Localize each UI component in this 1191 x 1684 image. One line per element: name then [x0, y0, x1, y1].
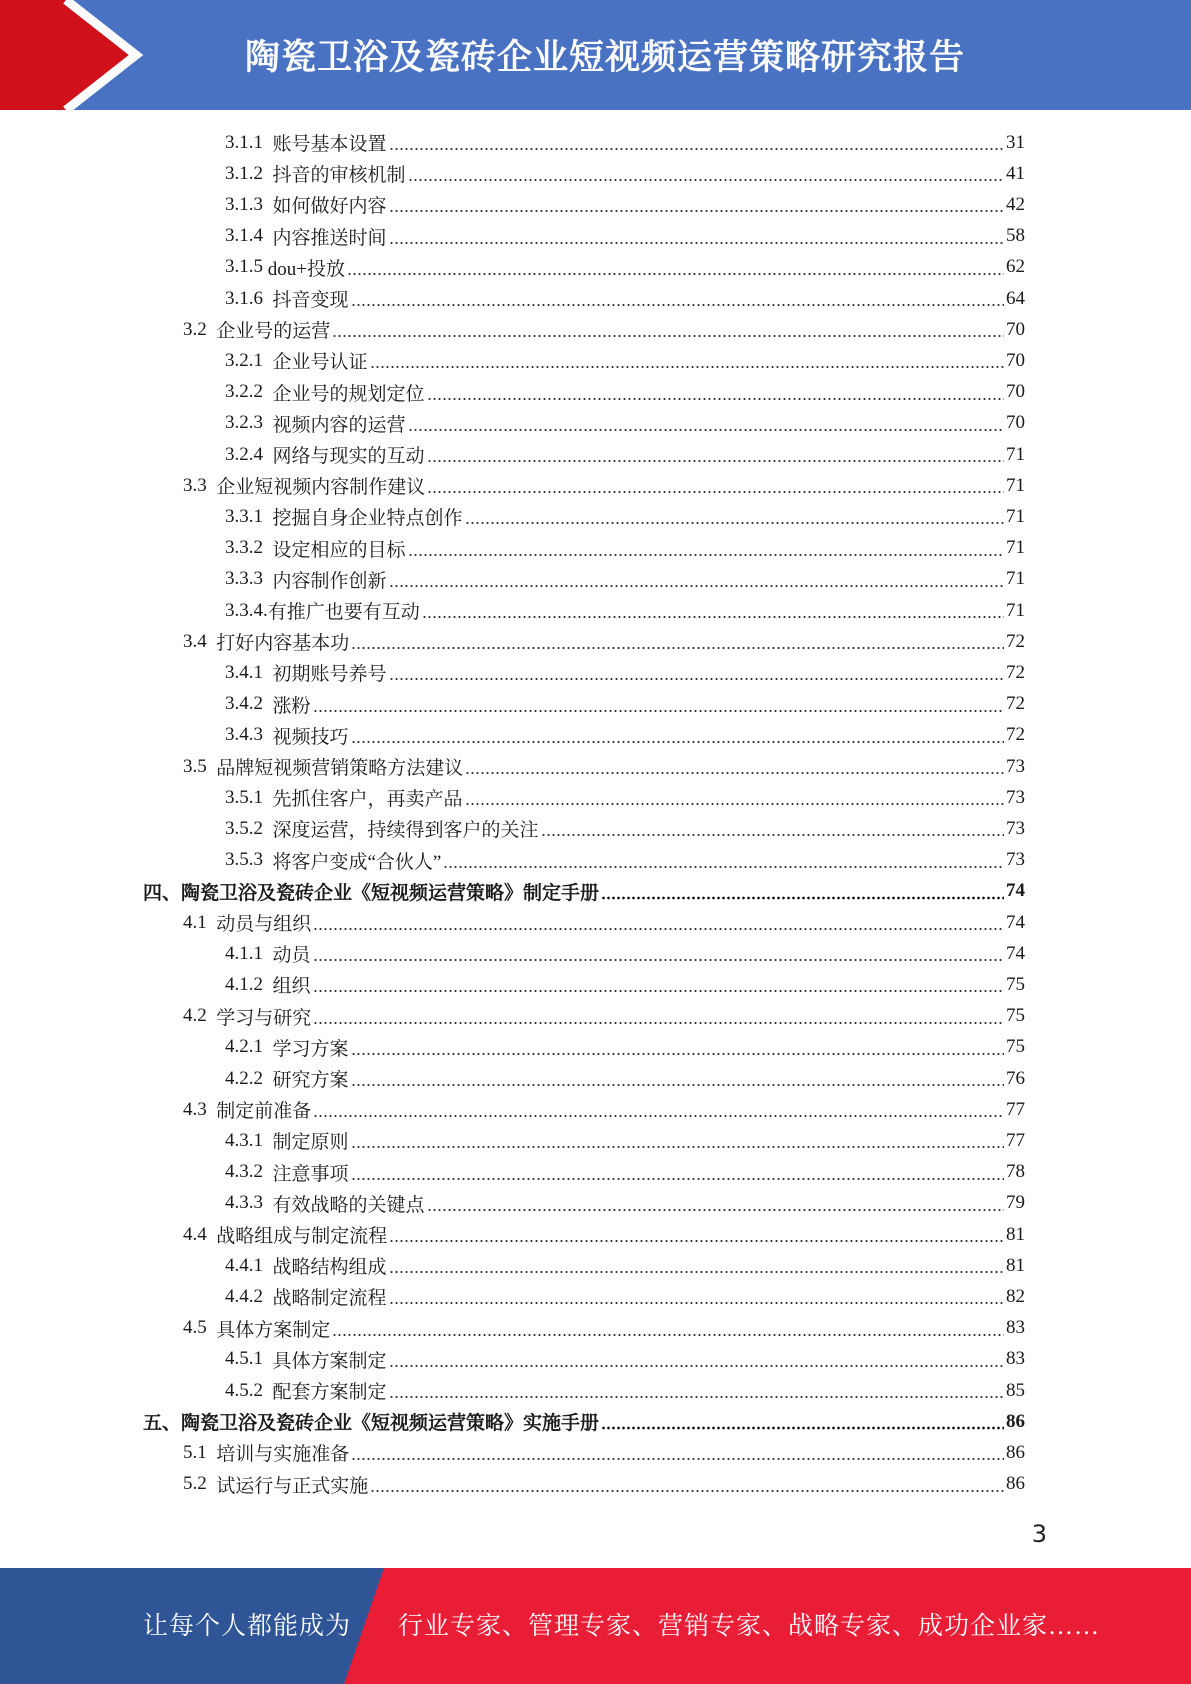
toc-section-title: 账号基本设置	[272, 134, 387, 155]
toc-dot-leader	[389, 1350, 1004, 1369]
toc-dot-leader	[370, 351, 1004, 370]
toc-section-title: 动员	[272, 945, 311, 967]
toc-row[interactable]	[0, 1125, 1191, 1156]
toc-dot-leader	[465, 507, 1004, 526]
toc-entry[interactable]	[225, 1281, 1025, 1312]
toc-row[interactable]	[0, 657, 1191, 688]
toc-section-number: 4.5	[183, 1317, 217, 1339]
toc-dot-leader	[313, 975, 1004, 994]
toc-page-number: 86	[1006, 1441, 1025, 1463]
toc-entry[interactable]	[225, 1344, 1025, 1375]
toc-section-number: 3.5.1	[225, 786, 273, 808]
toc-section-title: 品牌短视频营销策略方法建议	[216, 758, 464, 779]
toc-entry[interactable]	[225, 564, 1025, 595]
toc-page-number: 72	[1006, 630, 1025, 652]
toc-section-title: 制定前准备	[216, 1101, 312, 1123]
toc-section-title: 陶瓷卫浴及瓷砖企业《短视频运营策略》制定手册	[181, 882, 600, 904]
toc-section-number: 4.2.2	[225, 1067, 273, 1089]
toc-dot-leader	[332, 1319, 1004, 1338]
toc-section-title: 挖掘自身企业特点创作	[272, 508, 463, 530]
footer-roles: 行业专家、管理专家、营销专家、战略专家、成功企业家……	[398, 1613, 1101, 1640]
toc-page-number: 71	[1006, 474, 1025, 496]
toc-section-number: 3.1.4	[225, 225, 273, 247]
toc-entry[interactable]	[225, 1125, 1025, 1156]
toc-page-number: 72	[1006, 724, 1025, 746]
toc-page-number: 77	[1006, 1098, 1025, 1120]
toc-entry[interactable]	[225, 938, 1025, 969]
toc-entry[interactable]	[225, 595, 1025, 626]
toc-entry[interactable]	[225, 127, 1025, 158]
toc-dot-leader	[389, 133, 1004, 152]
toc-entry[interactable]	[225, 1063, 1025, 1094]
toc-section-number: 4.1.1	[225, 942, 273, 964]
toc-row[interactable]	[0, 969, 1191, 1000]
toc-row[interactable]	[0, 1094, 1191, 1125]
toc-section-title: 陶瓷卫浴及瓷砖企业《短视频运营策略》实施手册	[181, 1413, 600, 1435]
toc-dot-leader	[408, 164, 1004, 183]
toc-page-number: 31	[1006, 131, 1025, 153]
toc-entry[interactable]	[225, 252, 1025, 283]
toc-dot-leader	[347, 258, 1004, 277]
toc-dot-leader	[465, 757, 1004, 776]
toc-section-number: 3.5.2	[225, 817, 273, 839]
toc-section-title: 有效战略的关键点	[272, 1194, 425, 1216]
toc-section-title: 深度运营，持续得到客户的关注	[272, 820, 539, 842]
toc-section-title: 企业号的运营	[216, 321, 331, 343]
toc-section-number: 3.2.1	[225, 349, 273, 371]
toc-page-number: 64	[1006, 287, 1025, 309]
toc-section-number: 3.1.6	[225, 287, 273, 309]
toc-page-number: 83	[1006, 1317, 1025, 1339]
toc-dot-leader	[370, 1475, 1004, 1494]
toc-section-title: 如何做好内容	[272, 196, 387, 218]
toc-dot-leader	[422, 601, 1004, 620]
toc-section-title: 动员与组织	[216, 914, 312, 935]
report-title: 陶瓷卫浴及瓷砖企业短视频运营策略研究报告	[245, 38, 966, 78]
toc-section-number: 4.4.2	[225, 1285, 273, 1307]
toc-section-title: 学习与研究	[216, 1007, 312, 1029]
toc-dot-leader	[427, 383, 1004, 402]
toc-row[interactable]	[0, 876, 1191, 907]
toc-section-number: 3.3.4.	[225, 599, 268, 621]
toc-page-number: 72	[1006, 693, 1025, 715]
toc-dot-leader	[465, 788, 1004, 807]
toc-entry[interactable]	[225, 533, 1025, 564]
toc-row[interactable]	[0, 439, 1191, 470]
toc-section-number: 3.2	[183, 318, 217, 340]
toc-section-number: 3.4.1	[225, 661, 273, 683]
toc-section-number: 4.3.1	[225, 1129, 273, 1151]
toc-section-title: 战略组成与制定流程	[216, 1226, 388, 1247]
toc-section-number: 4.2.1	[225, 1036, 273, 1058]
toc-section-title: 培训与实施准备	[216, 1444, 350, 1466]
toc-entry[interactable]	[225, 501, 1025, 532]
toc-section-title: 视频技巧	[272, 726, 349, 748]
toc-section-title: 抖音的审核机制	[272, 165, 406, 187]
toc-row[interactable]	[0, 689, 1191, 720]
toc-row[interactable]	[0, 1063, 1191, 1094]
toc-page-number: 72	[1006, 661, 1025, 683]
page-number: 3	[1031, 1520, 1047, 1548]
toc-entry[interactable]	[225, 782, 1025, 813]
toc-page-number: 74	[1006, 911, 1025, 933]
toc-section-number: 3.2.2	[225, 381, 273, 403]
toc-dot-leader	[389, 663, 1004, 682]
toc-page-number: 71	[1006, 537, 1025, 559]
toc-page-number: 78	[1006, 1161, 1025, 1183]
toc-page-number: 70	[1006, 318, 1025, 340]
toc-entry[interactable]	[183, 470, 1025, 501]
toc-row[interactable]	[0, 1313, 1191, 1344]
toc-section-number: 五、	[143, 1413, 182, 1435]
toc-entry[interactable]	[183, 626, 1025, 657]
toc-dot-leader	[313, 913, 1004, 932]
toc-row[interactable]	[0, 845, 1191, 876]
toc-page-number: 86	[1006, 1410, 1025, 1432]
toc-page-number: 73	[1006, 817, 1025, 839]
toc-entry[interactable]	[225, 377, 1025, 408]
toc-page-number: 73	[1006, 849, 1025, 871]
toc-dot-leader	[443, 851, 1004, 870]
toc-section-number: 4.1	[183, 911, 217, 933]
toc-row[interactable]	[0, 1188, 1191, 1219]
toc-dot-leader	[351, 1038, 1004, 1057]
toc-row[interactable]	[0, 1001, 1191, 1032]
toc-section-title: 抖音变现	[272, 290, 349, 311]
toc-section-number: 4.3	[183, 1098, 217, 1120]
toc-section-number: 4.5.1	[225, 1348, 273, 1370]
toc-section-number: 3.1.2	[225, 162, 273, 184]
toc-page-number: 70	[1006, 381, 1025, 403]
toc-entry[interactable]	[225, 189, 1025, 220]
toc-entry[interactable]	[225, 969, 1025, 1000]
toc-page-number: 71	[1006, 568, 1025, 590]
toc-section-title: 配套方案制定	[272, 1382, 387, 1403]
toc-dot-leader	[351, 1069, 1004, 1088]
toc-page-number: 74	[1006, 880, 1025, 902]
toc-dot-leader	[351, 632, 1004, 651]
toc-section-title: 试运行与正式实施	[216, 1475, 369, 1497]
toc-dot-leader	[427, 445, 1004, 464]
toc-section-title: 企业号认证	[272, 352, 368, 374]
toc-dot-leader	[313, 695, 1004, 714]
toc-section-title: 打好内容基本功	[216, 633, 350, 655]
toc-section-number: 3.4	[183, 630, 217, 652]
toc-page-number: 71	[1006, 443, 1025, 465]
toc-section-title: dou+投放	[267, 258, 345, 280]
toc-row[interactable]	[0, 252, 1191, 283]
toc-row[interactable]	[0, 345, 1191, 376]
toc-section-number: 4.4.1	[225, 1254, 273, 1276]
toc-section-title: 战略结构组成	[272, 1257, 387, 1279]
toc-section-number: 3.1.5	[225, 256, 268, 278]
toc-entry[interactable]	[225, 1188, 1025, 1219]
toc-section-title: 内容推送时间	[272, 227, 387, 249]
toc-page-number: 86	[1006, 1473, 1025, 1495]
toc-section-title: 内容制作创新	[272, 570, 387, 592]
toc-row[interactable]	[0, 813, 1191, 844]
toc-row[interactable]	[0, 127, 1191, 158]
toc-entry[interactable]	[225, 845, 1025, 876]
toc-entry[interactable]	[225, 221, 1025, 252]
toc-row[interactable]	[0, 564, 1191, 595]
toc-page-number: 73	[1006, 786, 1025, 808]
toc-section-title: 设定相应的目标	[272, 539, 406, 561]
toc-entry[interactable]	[225, 439, 1025, 470]
toc-section-number: 4.3.2	[225, 1161, 273, 1183]
toc-row[interactable]	[0, 283, 1191, 314]
toc-dot-leader	[601, 1412, 1004, 1431]
toc-row[interactable]	[0, 1250, 1191, 1281]
toc-entry[interactable]	[225, 283, 1025, 314]
toc-row[interactable]	[0, 189, 1191, 220]
toc-entry[interactable]	[183, 314, 1025, 345]
toc-page-number: 75	[1006, 973, 1025, 995]
toc-dot-leader	[389, 1256, 1004, 1275]
toc-page-number: 74	[1006, 942, 1025, 964]
toc-entry[interactable]	[183, 751, 1025, 782]
toc-dot-leader	[351, 1443, 1004, 1462]
toc-row[interactable]	[0, 1375, 1191, 1406]
toc-entry[interactable]	[225, 1157, 1025, 1188]
toc-entry[interactable]	[225, 158, 1025, 189]
toc-dot-leader	[332, 320, 1004, 339]
toc-row[interactable]	[0, 533, 1191, 564]
toc-section-number: 4.2	[183, 1005, 217, 1027]
toc-entry[interactable]	[225, 720, 1025, 751]
toc-row[interactable]	[0, 314, 1191, 345]
toc-section-number: 4.5.2	[225, 1379, 273, 1401]
toc-entry[interactable]	[183, 1437, 1025, 1468]
toc-entry[interactable]	[225, 345, 1025, 376]
toc-section-number: 3.3.3	[225, 568, 273, 590]
toc-entry[interactable]	[183, 1001, 1025, 1032]
toc-entry[interactable]	[183, 907, 1025, 938]
toc-row[interactable]	[0, 1032, 1191, 1063]
toc-section-number: 3.2.3	[225, 412, 273, 434]
toc-section-number: 4.1.2	[225, 973, 273, 995]
toc-dot-leader	[389, 1287, 1004, 1306]
toc-section-number: 3.4.3	[225, 724, 273, 746]
toc-row[interactable]	[0, 1219, 1191, 1250]
toc-row[interactable]	[0, 501, 1191, 532]
toc-section-number: 3.3.1	[225, 505, 273, 527]
toc-row[interactable]	[0, 595, 1191, 626]
page-header	[0, 0, 1191, 110]
toc-section-title: 将客户变成“合伙人”	[272, 851, 442, 873]
toc-entry[interactable]	[183, 1219, 1025, 1250]
toc-section-number: 4.4	[183, 1223, 217, 1245]
toc-section-title: 先抓住客户，再卖产品	[272, 789, 463, 811]
toc-section-number: 3.5.3	[225, 849, 273, 871]
toc-page-number: 75	[1006, 1036, 1025, 1058]
toc-section-title: 制定原则	[272, 1132, 349, 1154]
toc-section-number: 5.1	[183, 1441, 217, 1463]
toc-section-number: 5.2	[183, 1473, 217, 1495]
toc-page-number: 62	[1006, 256, 1025, 278]
toc-row[interactable]	[0, 720, 1191, 751]
toc-page-number: 79	[1006, 1192, 1025, 1214]
page-footer	[0, 1568, 1191, 1684]
toc-row[interactable]	[0, 1157, 1191, 1188]
toc-page-number: 75	[1006, 1005, 1025, 1027]
toc-entry[interactable]	[225, 1250, 1025, 1281]
toc-entry[interactable]	[143, 876, 1025, 907]
toc-dot-leader	[408, 414, 1004, 433]
toc-section-title: 战略制定流程	[272, 1288, 387, 1310]
toc-page-number: 82	[1006, 1285, 1025, 1307]
toc-section-title: 学习方案	[272, 1038, 349, 1060]
toc-section-title: 注意事项	[272, 1163, 349, 1185]
toc-page-number: 85	[1006, 1379, 1025, 1401]
toc-entry[interactable]	[183, 1469, 1025, 1500]
toc-row[interactable]	[0, 377, 1191, 408]
toc-dot-leader	[313, 1007, 1004, 1026]
toc-section-number: 3.4.2	[225, 693, 273, 715]
toc-row[interactable]	[0, 158, 1191, 189]
toc-row[interactable]	[0, 221, 1191, 252]
toc-entry[interactable]	[183, 1313, 1025, 1344]
toc-page-number: 81	[1006, 1223, 1025, 1245]
toc-section-number: 四、	[143, 882, 182, 904]
toc-dot-leader	[601, 882, 1004, 901]
toc-dot-leader	[389, 1381, 1004, 1400]
toc-page-number: 73	[1006, 755, 1025, 777]
toc-section-number: 3.2.4	[225, 443, 273, 465]
toc-section-title: 网络与现实的互动	[272, 446, 425, 467]
toc-page-number: 41	[1006, 162, 1025, 184]
toc-dot-leader	[389, 1225, 1004, 1244]
toc-page-number: 42	[1006, 193, 1025, 215]
toc-section-number: 3.5	[183, 755, 217, 777]
toc-dot-leader	[408, 539, 1004, 558]
toc-dot-leader	[541, 819, 1004, 838]
toc-section-title: 具体方案制定	[216, 1319, 331, 1341]
toc-entry[interactable]	[225, 657, 1025, 688]
toc-section-number: 3.1.1	[225, 131, 273, 153]
toc-dot-leader	[389, 195, 1004, 214]
toc-page-number: 83	[1006, 1348, 1025, 1370]
toc-page-number: 71	[1006, 599, 1025, 621]
toc-dot-leader	[427, 476, 1004, 495]
toc-row[interactable]	[0, 907, 1191, 938]
toc-section-title: 初期账号养号	[272, 664, 387, 686]
toc-row[interactable]	[0, 470, 1191, 501]
toc-entry[interactable]	[225, 1032, 1025, 1063]
toc-section-number: 3.1.3	[225, 193, 273, 215]
toc-dot-leader	[427, 1194, 1004, 1213]
toc-row[interactable]	[0, 751, 1191, 782]
toc-row[interactable]	[0, 1437, 1191, 1468]
toc-page-number: 76	[1006, 1067, 1025, 1089]
toc-section-title: 涨粉	[272, 695, 311, 717]
toc-section-title: 视频内容的运营	[272, 414, 406, 436]
toc-row[interactable]	[0, 408, 1191, 439]
toc-dot-leader	[313, 1100, 1004, 1119]
toc-entry[interactable]	[143, 1406, 1025, 1437]
toc-entry[interactable]	[225, 689, 1025, 720]
toc-dot-leader	[389, 570, 1004, 589]
toc-page-number: 81	[1006, 1254, 1025, 1276]
toc-dot-leader	[351, 289, 1004, 308]
toc-row[interactable]	[0, 1344, 1191, 1375]
toc-page-number: 70	[1006, 412, 1025, 434]
toc-page-number: 70	[1006, 349, 1025, 371]
toc-row[interactable]	[0, 782, 1191, 813]
toc-entry[interactable]	[225, 408, 1025, 439]
toc-dot-leader	[389, 227, 1004, 246]
toc-row[interactable]	[0, 938, 1191, 969]
toc-section-title: 研究方案	[272, 1070, 349, 1091]
toc-section-number: 3.3	[183, 474, 217, 496]
toc-section-title: 具体方案制定	[272, 1350, 387, 1372]
toc-section-title: 企业号的规划定位	[272, 383, 425, 405]
toc-page-number: 71	[1006, 505, 1025, 527]
toc-section-number: 3.3.2	[225, 537, 273, 559]
footer-slogan: 让每个人都能成为	[143, 1613, 352, 1640]
toc-row[interactable]	[0, 1406, 1191, 1437]
toc-row[interactable]	[0, 626, 1191, 657]
toc-row[interactable]	[0, 1469, 1191, 1500]
toc-dot-leader	[351, 726, 1004, 745]
toc-dot-leader	[351, 1131, 1004, 1150]
toc-row[interactable]	[0, 1281, 1191, 1312]
toc-page-number: 77	[1006, 1129, 1025, 1151]
toc-entry[interactable]	[225, 813, 1025, 844]
toc-dot-leader	[313, 944, 1004, 963]
toc-section-title: 组织	[272, 976, 311, 998]
toc-section-number: 4.3.3	[225, 1192, 273, 1214]
toc-section-title: 企业短视频内容制作建议	[216, 477, 426, 499]
toc-entry[interactable]	[183, 1094, 1025, 1125]
toc-section-title: 有推广也要有互动	[267, 602, 420, 623]
toc-dot-leader	[351, 1163, 1004, 1182]
toc-entry[interactable]	[225, 1375, 1025, 1406]
toc-page-number: 58	[1006, 225, 1025, 247]
